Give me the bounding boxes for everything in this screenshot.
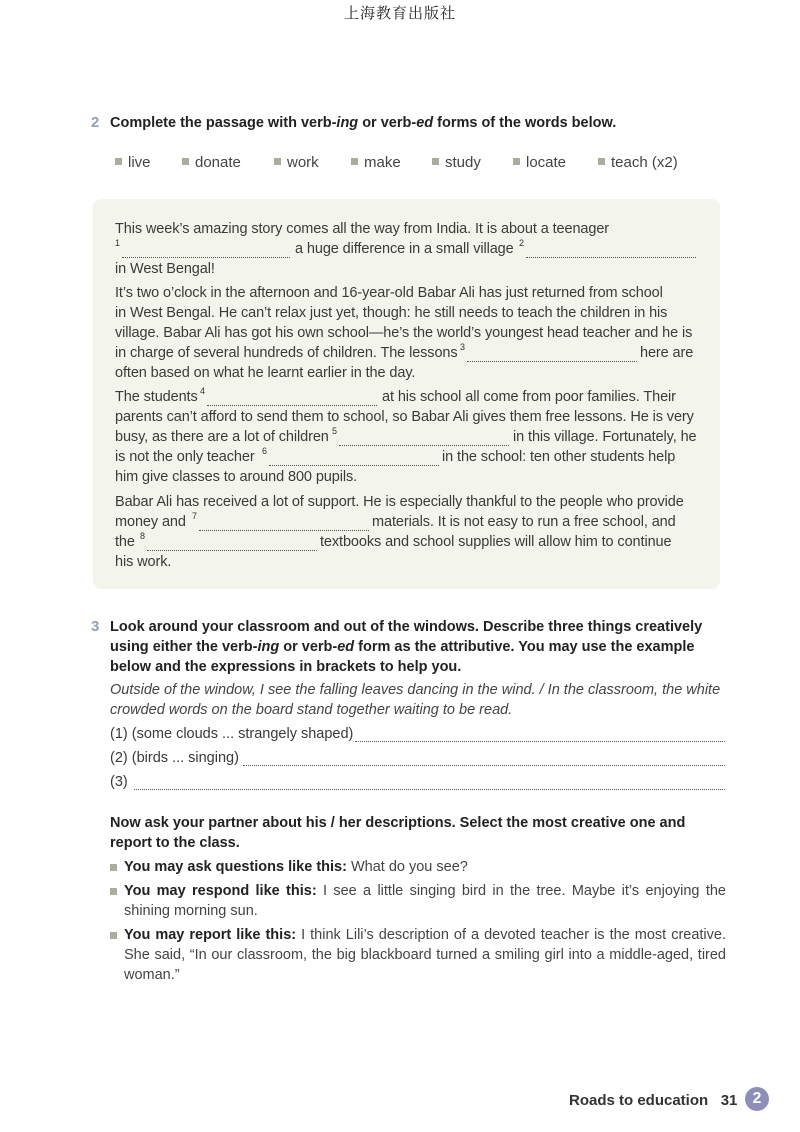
answer-blank-8[interactable] [147, 536, 317, 551]
blank-number: 3 [460, 342, 466, 352]
passage-line: is not the only teacher [115, 449, 255, 465]
word-bank-item: locate [513, 154, 566, 171]
page-number: 31 [720, 1092, 738, 1109]
bullet-respond: You may respond like this: I see a little singing bird in the tree. Maybe it’s enjoying the shining morning sun. [110, 881, 726, 921]
passage-line: The students [115, 389, 198, 405]
word-bank-item: donate [182, 154, 241, 171]
answer-blank-3[interactable] [467, 347, 637, 362]
prompt-1: (1) (some clouds ... strangely shaped) [110, 726, 354, 742]
answer-line-3[interactable] [134, 775, 725, 790]
answer-blank-1[interactable] [122, 243, 290, 258]
blank-number: 6 [262, 446, 268, 456]
answer-blank-2[interactable] [526, 243, 696, 258]
passage-line: village. Babar Ali has got his own school—he’s the world’s youngest head teacher and he is [115, 325, 693, 341]
unit-title: Roads to education [569, 1092, 709, 1109]
exercise-2-number: 2 [91, 114, 100, 131]
passage-line: Babar Ali has received a lot of support. He is especially thankful to the people who provide [115, 494, 684, 510]
bullet-square-icon [351, 158, 358, 165]
partner-heading: report to the class. [110, 835, 240, 851]
passage-line: at his school all come from poor families. Their [382, 389, 676, 405]
passage-line: the [115, 534, 135, 550]
word-bank-item: make [351, 154, 401, 171]
publisher-header: 上海教育出版社 [343, 4, 456, 22]
passage-line: here are [640, 345, 694, 361]
exercise-3-instruction-line: Look around your classroom and out of the windows. Describe three things creatively [110, 619, 703, 635]
blank-number: 8 [140, 531, 146, 541]
bullet-square-icon [182, 158, 189, 165]
passage-line: his work. [115, 554, 172, 570]
passage-line: parents can’t afford to send them to school, so Babar Ali gives them free lessons. He is very [115, 409, 694, 425]
passage-line: in this village. Fortunately, he [513, 429, 697, 445]
page-footer [569, 1092, 737, 1109]
unit-badge: 2 [745, 1087, 769, 1111]
passage-line: in West Bengal! [115, 261, 215, 277]
answer-blank-4[interactable] [207, 391, 377, 406]
passage-line: in the school: ten other students help [442, 449, 676, 465]
blank-number: 4 [200, 386, 206, 396]
word-bank-item: study [432, 154, 481, 171]
prompt-2: (2) (birds ... singing) [110, 750, 239, 766]
word-bank-item: live [115, 154, 151, 171]
bullet-square-icon [115, 158, 122, 165]
blank-number: 2 [519, 238, 525, 248]
passage-line: busy, as there are a lot of children [115, 429, 329, 445]
passage-line: This week’s amazing story comes all the way from India. It is about a teenager [115, 221, 610, 237]
passage-line: money and [115, 514, 186, 530]
word-bank-item: work [274, 154, 319, 171]
blank-number: 5 [332, 426, 338, 436]
bullet-square-icon [598, 158, 605, 165]
exercise-2-instruction: Complete the passage with verb-ing or verb-ed forms of the words below. [110, 115, 617, 131]
blank-number: 1 [115, 238, 121, 248]
answer-line-1[interactable] [355, 727, 725, 742]
passage-line: a huge difference in a small village [295, 241, 514, 257]
bullet-square-icon [110, 932, 117, 939]
answer-line-2[interactable] [243, 751, 725, 766]
exercise-3-instruction-line: below and the expressions in brackets to help you. [110, 659, 462, 675]
answer-blank-6[interactable] [269, 451, 439, 466]
passage-line: in West Bengal. He can’t relax just yet, though: he still needs to teach the children in his [115, 305, 668, 321]
bullet-square-icon [110, 864, 117, 871]
passage-line: It’s two o’clock in the afternoon and 16-year-old Babar Ali has just returned from school [115, 285, 663, 301]
passage-line: in charge of several hundreds of children. The lessons [115, 345, 458, 361]
passage-line: often based on what he learnt earlier in the day. [115, 365, 416, 381]
bullet-square-icon [513, 158, 520, 165]
answer-blank-5[interactable] [339, 431, 509, 446]
blank-number: 7 [192, 511, 198, 521]
passage-line: textbooks and school supplies will allow him to continue [320, 534, 672, 550]
passage-line: materials. It is not easy to run a free school, and [372, 514, 676, 530]
example-sentence: Outside of the window, I see the falling leaves dancing in the wind. / In the classroom, the white [110, 682, 721, 698]
passage-line: him give classes to around 800 pupils. [115, 469, 358, 485]
exercise-3-number: 3 [91, 618, 100, 635]
answer-blank-7[interactable] [199, 516, 369, 531]
partner-heading: Now ask your partner about his / her descriptions. Select the most creative one and [110, 815, 686, 831]
bullet-report: You may report like this: I think Lili’s description of a devoted teacher is the most creative. She said, “In our classroom, the big blackboard turned a smiling girl into a middle-aged, tired woman.” [110, 925, 726, 985]
bullet-square-icon [274, 158, 281, 165]
bullet-square-icon [432, 158, 439, 165]
bullet-square-icon [110, 888, 117, 895]
prompt-3: (3) [110, 774, 128, 790]
bullet-ask: You may ask questions like this: What do you see? [110, 857, 726, 877]
exercise-3-instruction-line: using either the verb-ing or verb-ed form as the attributive. You may use the example [110, 639, 695, 655]
example-sentence: crowded words on the board stand together waiting to be read. [110, 702, 513, 718]
word-bank-item: teach (x2) [598, 154, 678, 171]
